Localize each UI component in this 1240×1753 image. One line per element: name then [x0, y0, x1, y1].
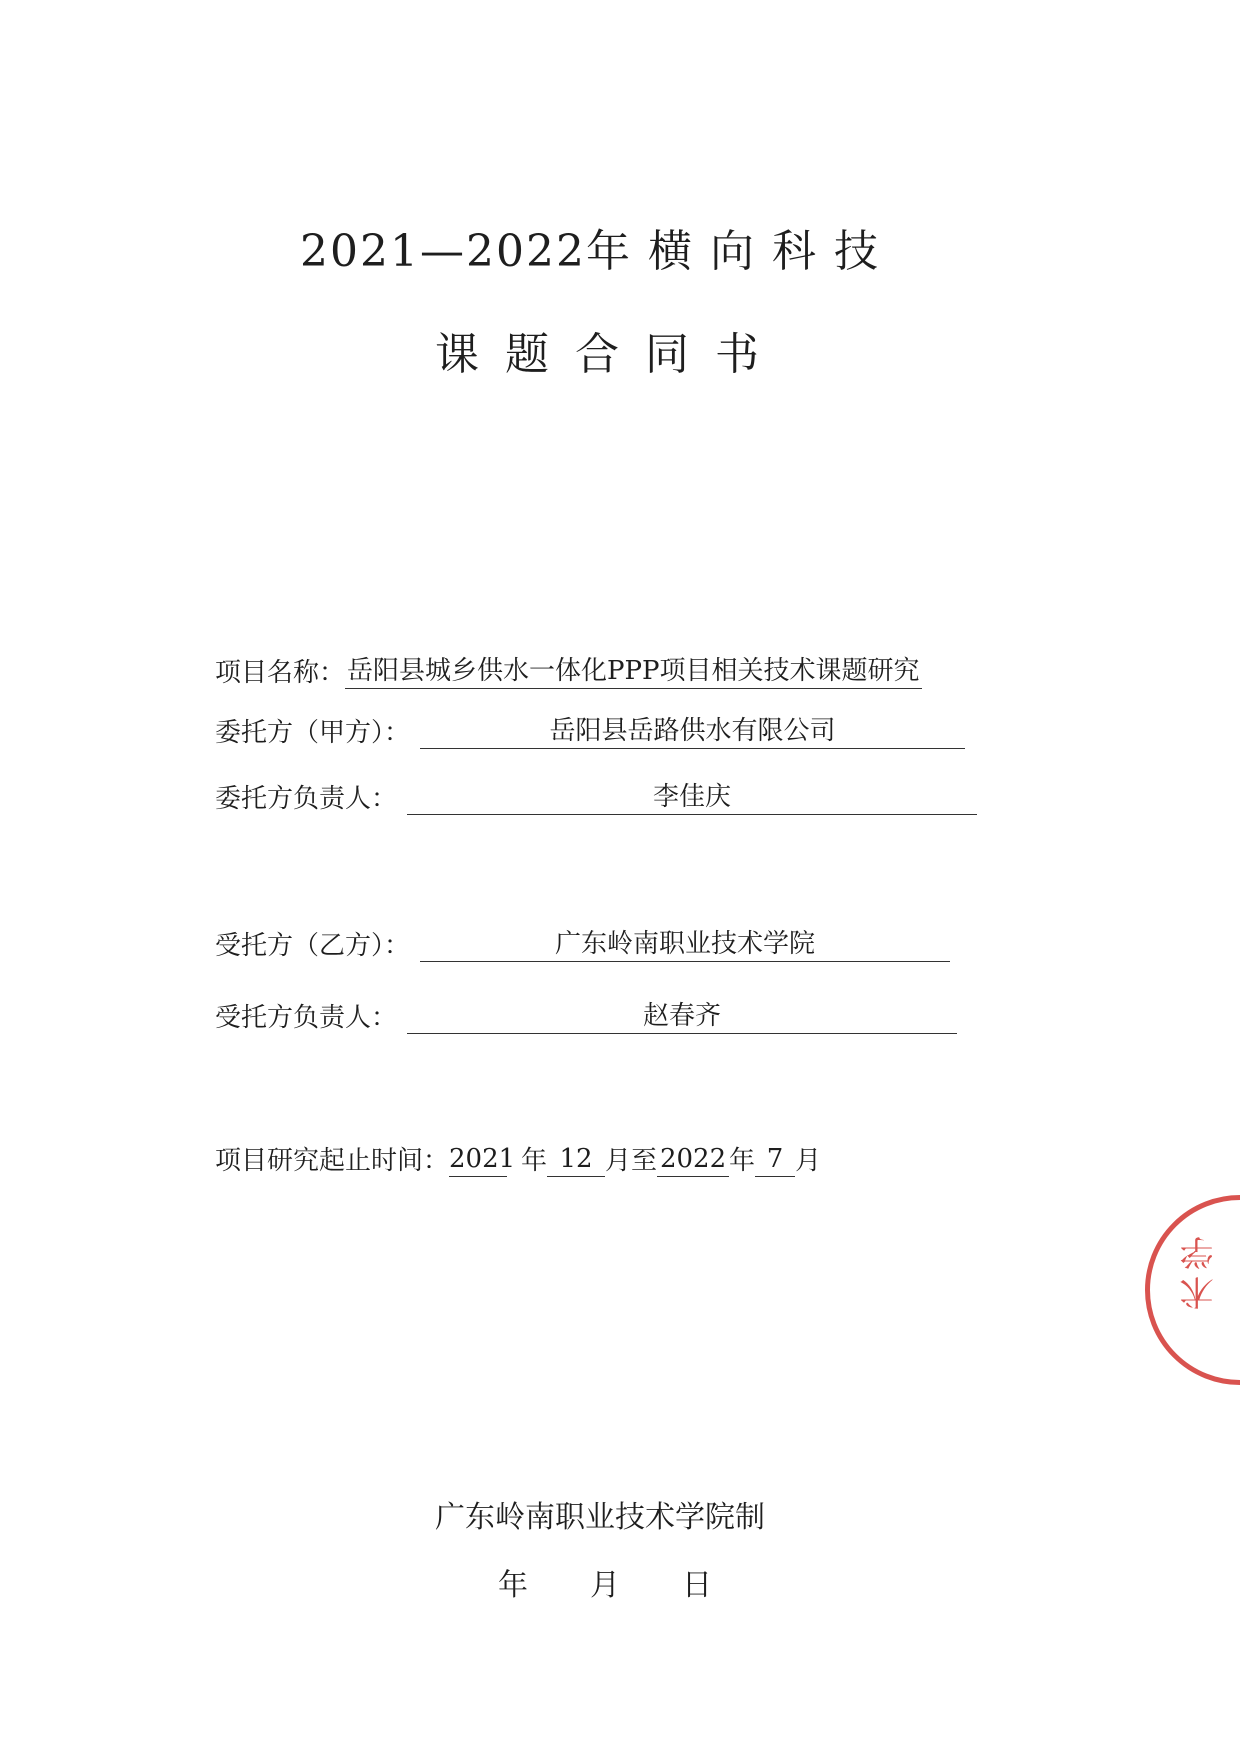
footer-year: 年: [498, 1568, 528, 1603]
contractor-value: 广东岭南职业技术学院: [420, 927, 950, 962]
end-month-char: 月: [795, 1146, 822, 1176]
end-month: 7: [755, 1142, 795, 1177]
period-label: 项目研究起止时间：: [215, 1146, 450, 1176]
start-month: 12: [547, 1142, 605, 1177]
client-lead-row: [215, 778, 977, 815]
contractor-row: [215, 925, 950, 962]
seal-text: 术学: [1180, 1230, 1220, 1310]
contractor-lead-label: 受托方负责人：: [215, 1003, 398, 1033]
title-line-1: 2021—2022年 横 向 科 技: [300, 226, 880, 277]
end-year: 2022: [657, 1142, 729, 1177]
client-value: 岳阳县岳路供水有限公司: [420, 714, 965, 749]
project-name-row: [215, 652, 922, 689]
title-line-2: 课题合同书: [435, 329, 785, 380]
month-to: 月至: [605, 1146, 658, 1176]
project-name-label: 项目名称：: [215, 658, 346, 688]
issuer: 广东岭南职业技术学院制: [435, 1500, 765, 1535]
client-lead-label: 委托方负责人：: [215, 784, 398, 814]
start-year: 2021: [449, 1142, 507, 1177]
date-line: [498, 1560, 712, 1604]
footer-month: 月: [590, 1568, 620, 1603]
footer-day: 日: [682, 1568, 712, 1603]
start-year-char: 年: [521, 1146, 548, 1176]
period-row: [215, 1140, 821, 1177]
client-label: 委托方（甲方）：: [215, 718, 411, 748]
end-year-char: 年: [729, 1146, 756, 1176]
project-name-value: 岳阳县城乡供水一体化PPP项目相关技术课题研究: [345, 654, 921, 689]
contractor-label: 受托方（乙方）：: [215, 931, 411, 961]
client-lead-value: 李佳庆: [407, 780, 977, 815]
client-row: [215, 712, 965, 749]
contractor-lead-row: [215, 997, 957, 1034]
contractor-lead-value: 赵春齐: [407, 999, 957, 1034]
